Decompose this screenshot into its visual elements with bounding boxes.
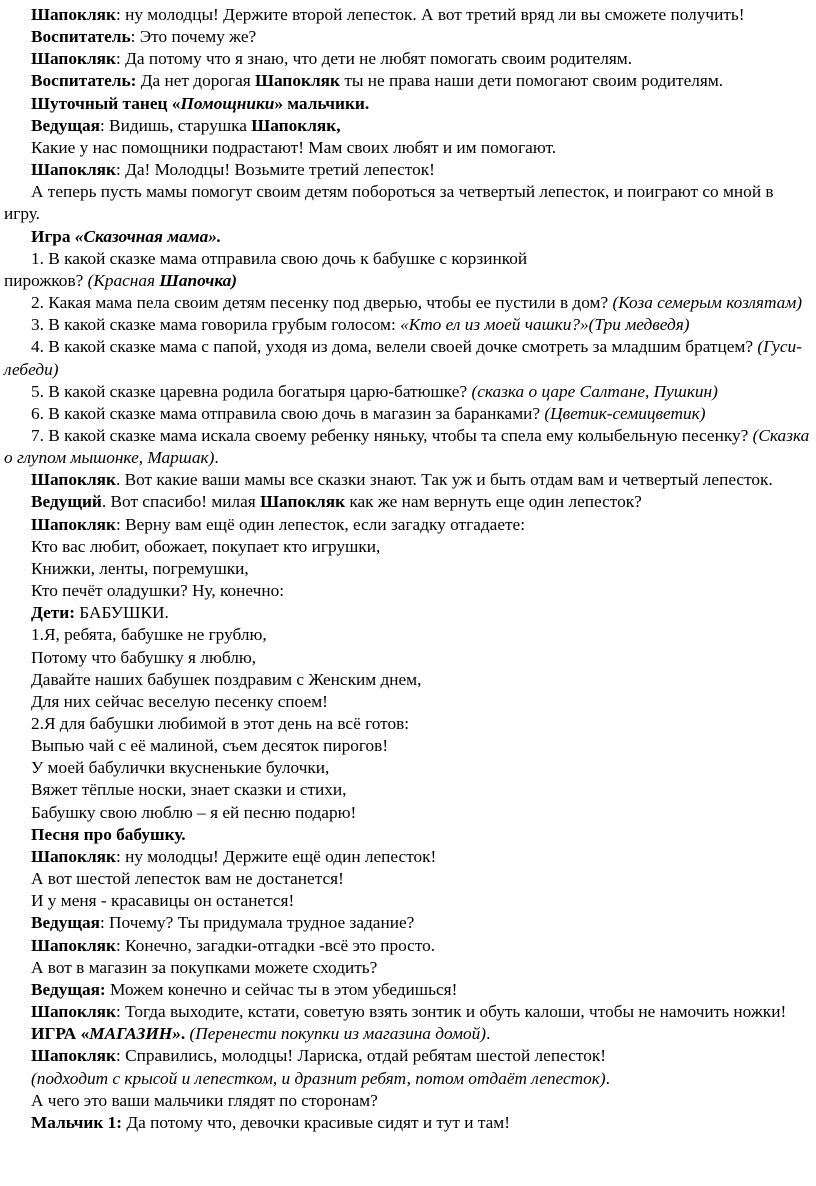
paragraph <box>4 580 810 602</box>
text-run: У моей бабулички вкусненькие булочки, <box>31 758 330 778</box>
text-run: Ведущая: <box>31 979 106 999</box>
text-run: Шапокляк <box>255 71 340 91</box>
paragraph <box>4 403 810 425</box>
paragraph <box>4 248 810 270</box>
text-run: 3. В какой сказке мама говорила грубым голосом: <box>31 315 401 335</box>
paragraph <box>4 514 810 536</box>
paragraph <box>4 890 810 912</box>
paragraph <box>4 469 810 491</box>
text-run: Шапокляк <box>31 935 116 955</box>
text-run: Да нет дорогая <box>136 71 256 91</box>
paragraph <box>4 713 810 735</box>
text-run: Шапокляк <box>31 470 116 490</box>
text-run: (сказка о царе Салтане, Пушкин) <box>471 381 718 401</box>
text-run: МАГАЗИН» <box>89 1024 181 1044</box>
text-run: (Красная <box>87 270 160 290</box>
text-run: Игра <box>31 226 75 246</box>
text-run: Шапокляк <box>31 5 116 24</box>
paragraph <box>4 48 810 70</box>
text-run: : ну молодцы! Держите второй лепесток. А вот третий вряд ли вы сможете получить! <box>115 5 745 24</box>
text-run: » мальчики. <box>274 93 370 113</box>
text-run: Песня про бабушку. <box>31 824 186 844</box>
paragraph <box>4 336 810 380</box>
text-run: «Сказочная мама». <box>74 226 222 246</box>
text-run: пирожков? <box>4 270 88 290</box>
text-run: Шапокляк, <box>251 115 341 135</box>
paragraph <box>4 137 810 159</box>
text-run: (Цветик-семицветик) <box>544 403 706 423</box>
paragraph <box>4 602 810 624</box>
text-run: Ведущая <box>31 115 100 135</box>
text-run: Кто печёт оладушки? Ну, конечно: <box>31 581 285 601</box>
paragraph <box>4 4 810 26</box>
paragraph <box>4 270 810 292</box>
paragraph <box>4 647 810 669</box>
text-run: ИГРА « <box>31 1024 90 1044</box>
text-run: : Конечно, загадки-отгадки -всё это просто. <box>115 935 436 955</box>
paragraph <box>4 292 810 314</box>
paragraph <box>4 181 810 225</box>
text-run: как же нам вернуть еще один лепесток? <box>345 492 642 512</box>
text-run: Давайте наших бабушек поздравим с Женским днем, <box>31 669 422 689</box>
text-run: : Почему? Ты придумала трудное задание? <box>99 913 415 933</box>
text-run: Помощники <box>180 93 275 113</box>
text-run: ты не права наши дети помогают своим родителям. <box>340 71 724 91</box>
text-run: Шапочка) <box>159 270 238 290</box>
text-run: (Коза семерым козлятам) <box>612 293 803 313</box>
text-run: . <box>605 1068 610 1088</box>
paragraph <box>4 735 810 757</box>
text-run: 1. В какой сказке мама отправила свою дочь к бабушке с корзинкой <box>31 248 528 268</box>
text-run: . Вот спасибо! милая <box>101 492 261 512</box>
text-run: . Вот какие ваши мамы все сказки знают. Так уж и быть отдам вам и четвертый лепесток. <box>115 470 773 490</box>
text-run: : Да потому что я знаю, что дети не любят помогать своим родителям. <box>115 49 633 69</box>
paragraph <box>4 624 810 646</box>
text-run: 6. В какой сказке мама отправила свою дочь в магазин за баранками? <box>31 403 545 423</box>
text-run: А вот шестой лепесток вам не достанется! <box>31 869 344 889</box>
paragraph <box>4 159 810 181</box>
text-run: И у меня - красавицы он останется! <box>31 891 295 911</box>
paragraph <box>4 226 810 248</box>
paragraph <box>4 957 810 979</box>
paragraph <box>4 536 810 558</box>
paragraph <box>4 1090 810 1112</box>
text-run: . <box>214 448 219 468</box>
paragraph <box>4 868 810 890</box>
paragraph <box>4 558 810 580</box>
text-run: Кто вас любит, обожает, покупает кто игрушки, <box>31 536 381 556</box>
paragraph <box>4 1001 810 1023</box>
text-run: 5. В какой сказке царевна родила богатыря царю-батюшке? <box>31 381 472 401</box>
text-run: : Справились, молодцы! Лариска, отдай ребятам шестой лепесток! <box>115 1046 606 1066</box>
paragraph <box>4 979 810 1001</box>
text-run: Выпью чай с её малиной, съем десяток пирогов! <box>31 736 389 756</box>
text-run: Вяжет тёплые носки, знает сказки и стихи, <box>31 780 347 800</box>
paragraph <box>4 1045 810 1067</box>
text-run: Шапокляк <box>31 1002 116 1022</box>
text-run: Воспитатель <box>31 27 131 47</box>
paragraph <box>4 912 810 934</box>
text-run: 4. В какой сказке мама с папой, уходя из дома, велели своей дочке смотреть за младшим братцем? <box>31 337 758 357</box>
text-run: 1.Я, ребята, бабушке не грублю, <box>31 625 267 645</box>
text-run: А вот в магазин за покупками можете сходить? <box>31 957 378 977</box>
text-run: Шапокляк <box>31 1046 116 1066</box>
text-run: Ведущая <box>31 913 100 933</box>
text-run: 2. Какая мама пела своим детям песенку под дверью, чтобы ее пустили в дом? <box>31 293 613 313</box>
text-run: (Гуси-лебеди) <box>4 337 802 379</box>
text-run: : Да! Молодцы! Возьмите третий лепесток! <box>115 160 435 180</box>
text-run: «Кто ел из моей чашки?»(Три медведя) <box>400 315 690 335</box>
text-run: : Видишь, старушка <box>99 115 252 135</box>
text-run: А чего это ваши мальчики глядят по сторонам? <box>31 1090 378 1110</box>
paragraph <box>4 935 810 957</box>
text-run: БАБУШКИ. <box>74 603 169 623</box>
text-run: Шапокляк <box>31 846 116 866</box>
text-run: А теперь пусть мамы помогут своим детям побороться за четвертый лепесток, и поиграют со мной в игру. <box>4 182 774 224</box>
paragraph <box>4 70 810 92</box>
text-run: (Перенести покупки из магазина домой) <box>189 1024 487 1044</box>
paragraph <box>4 1112 810 1134</box>
text-run: 2.Я для бабушки любимой в этот день на всё готов: <box>31 714 410 733</box>
text-run: Книжки, ленты, погремушки, <box>31 558 249 578</box>
text-run: . <box>486 1024 491 1044</box>
text-run: : Верну вам ещё один лепесток, если загадку отгадаете: <box>115 514 526 534</box>
paragraph <box>4 1023 810 1045</box>
paragraph <box>4 93 810 115</box>
text-run: (Сказка о глупом мышонке, Маршак) <box>4 425 810 468</box>
text-run: Шуточный танец « <box>31 93 181 113</box>
text-run: . <box>180 1024 190 1044</box>
text-run: : ну молодцы! Держите ещё один лепесток! <box>115 846 437 866</box>
text-run: Шапокляк <box>31 514 116 534</box>
paragraph <box>4 779 810 801</box>
paragraph <box>4 669 810 691</box>
paragraph <box>4 824 810 846</box>
text-run: Потому что бабушку я люблю, <box>31 647 257 667</box>
text-run: Для них сейчас веселую песенку споем! <box>31 691 328 711</box>
paragraph <box>4 26 810 48</box>
text-run: : Тогда выходите, кстати, советую взять зонтик и обуть калоши, чтобы не намочить ножки! <box>115 1002 787 1022</box>
text-run: Шапокляк <box>260 492 346 512</box>
paragraph <box>4 802 810 824</box>
text-run: Бабушку свою люблю – я ей песню подарю! <box>31 802 357 822</box>
paragraph <box>4 491 810 513</box>
paragraph <box>4 1068 810 1090</box>
text-run: Шапокляк <box>31 160 116 180</box>
text-run: Какие у нас помощники подрастают! Мам своих любят и им помогают. <box>31 137 557 157</box>
text-run: Мальчик 1: <box>31 1112 122 1132</box>
text-run: Да потому что, девочки красивые сидят и тут и там! <box>122 1112 510 1132</box>
paragraph <box>4 425 810 469</box>
text-run: Шапокляк <box>31 49 116 69</box>
text-run: Ведущий <box>31 492 102 512</box>
paragraph <box>4 691 810 713</box>
paragraph <box>4 846 810 868</box>
paragraph <box>4 381 810 403</box>
paragraph <box>4 314 810 336</box>
paragraph <box>4 757 810 779</box>
text-run: 7. В какой сказке мама искала своему ребенку няньку, чтобы та спела ему колыбельную песенку? <box>31 425 753 445</box>
text-run: Можем конечно и сейчас ты в этом убедишься! <box>105 979 458 999</box>
paragraph <box>4 115 810 137</box>
text-run: : Это почему же? <box>130 27 257 47</box>
text-run: Дети: <box>31 603 75 623</box>
text-run: (подходит с крысой и лепестком, и дразнит ребят, потом отдаёт лепесток) <box>31 1068 606 1088</box>
text-run: Воспитатель: <box>31 71 137 91</box>
